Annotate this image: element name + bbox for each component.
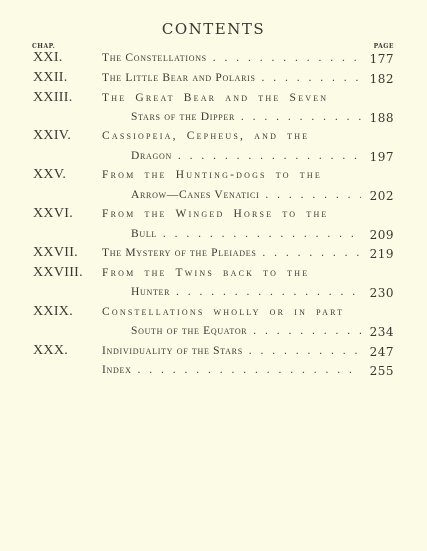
toc-line	[0, 304, 427, 322]
chap-column-header: CHAP.	[32, 43, 56, 50]
toc-line	[0, 50, 427, 68]
toc-line	[0, 90, 427, 108]
chapter-title: Bull . . .	[131, 228, 361, 240]
toc-line	[0, 284, 427, 302]
contents-heading: CONTENTS	[161, 20, 266, 38]
chapter-title: The Constellations . . .	[102, 52, 361, 64]
chapter-number: XXIX.	[33, 304, 73, 319]
toc-line	[0, 265, 427, 283]
page-number: 234	[369, 325, 394, 339]
page-number: 202	[369, 189, 394, 203]
page-number: 188	[369, 111, 394, 125]
chapter-number: XXV.	[33, 167, 67, 182]
chapter-number: XXVI.	[33, 206, 73, 221]
chapter-title: Stars of the Dipper . . .	[131, 111, 361, 123]
chapter-title: Arrow—Canes Venatici . . .	[131, 189, 361, 201]
chapter-title: The Little Bear and Polaris . . .	[102, 72, 361, 84]
toc-line	[0, 206, 427, 224]
toc-line	[0, 70, 427, 88]
toc-line	[0, 167, 427, 185]
chapter-number: XXI.	[33, 50, 63, 65]
toc-line	[0, 362, 427, 380]
toc-line	[0, 343, 427, 361]
chapter-title: The Mystery of the Pleiades . . .	[102, 247, 361, 259]
chapter-title: The Great Bear and the Seven	[102, 92, 329, 104]
page-number: 219	[369, 247, 394, 261]
chapter-number: XXII.	[33, 70, 68, 85]
page-number: 209	[369, 228, 394, 242]
toc-line	[0, 226, 427, 244]
chapter-number: XXIII.	[33, 90, 73, 105]
page-number: 182	[369, 72, 394, 86]
toc-line	[0, 245, 427, 263]
toc-line	[0, 323, 427, 341]
page-number: 255	[369, 364, 394, 378]
chapter-title: Individuality of the Stars . . .	[102, 345, 361, 357]
chapter-title: Index . . .	[102, 364, 361, 376]
chapter-title: From the Winged Horse to the	[102, 208, 329, 220]
page-number: 230	[369, 286, 394, 300]
toc-line	[0, 148, 427, 166]
chapter-title: Cassiopeia, Cepheus, and the	[102, 130, 310, 142]
chapter-number: XXVII.	[33, 245, 78, 260]
toc-line	[0, 128, 427, 146]
page-number: 247	[369, 345, 394, 359]
chapter-number: XXIV.	[33, 128, 72, 143]
page-column-header: PAGE	[373, 43, 394, 50]
chapter-title: Dragon . . .	[131, 150, 361, 162]
chapter-number: XXVIII.	[33, 265, 83, 280]
toc-line	[0, 109, 427, 127]
toc-line	[0, 187, 427, 205]
chapter-title: From the Twins back to the	[102, 267, 310, 279]
page-number: 197	[369, 150, 394, 164]
chapter-title: From the Hunting-dogs to the	[102, 169, 322, 181]
chapter-title: South of the Equator . . .	[131, 325, 361, 337]
chapter-number: XXX.	[33, 343, 69, 358]
chapter-title: Hunter . . .	[131, 286, 361, 298]
page-number: 177	[369, 52, 394, 66]
chapter-title: Constellations wholly or in part	[102, 306, 345, 318]
